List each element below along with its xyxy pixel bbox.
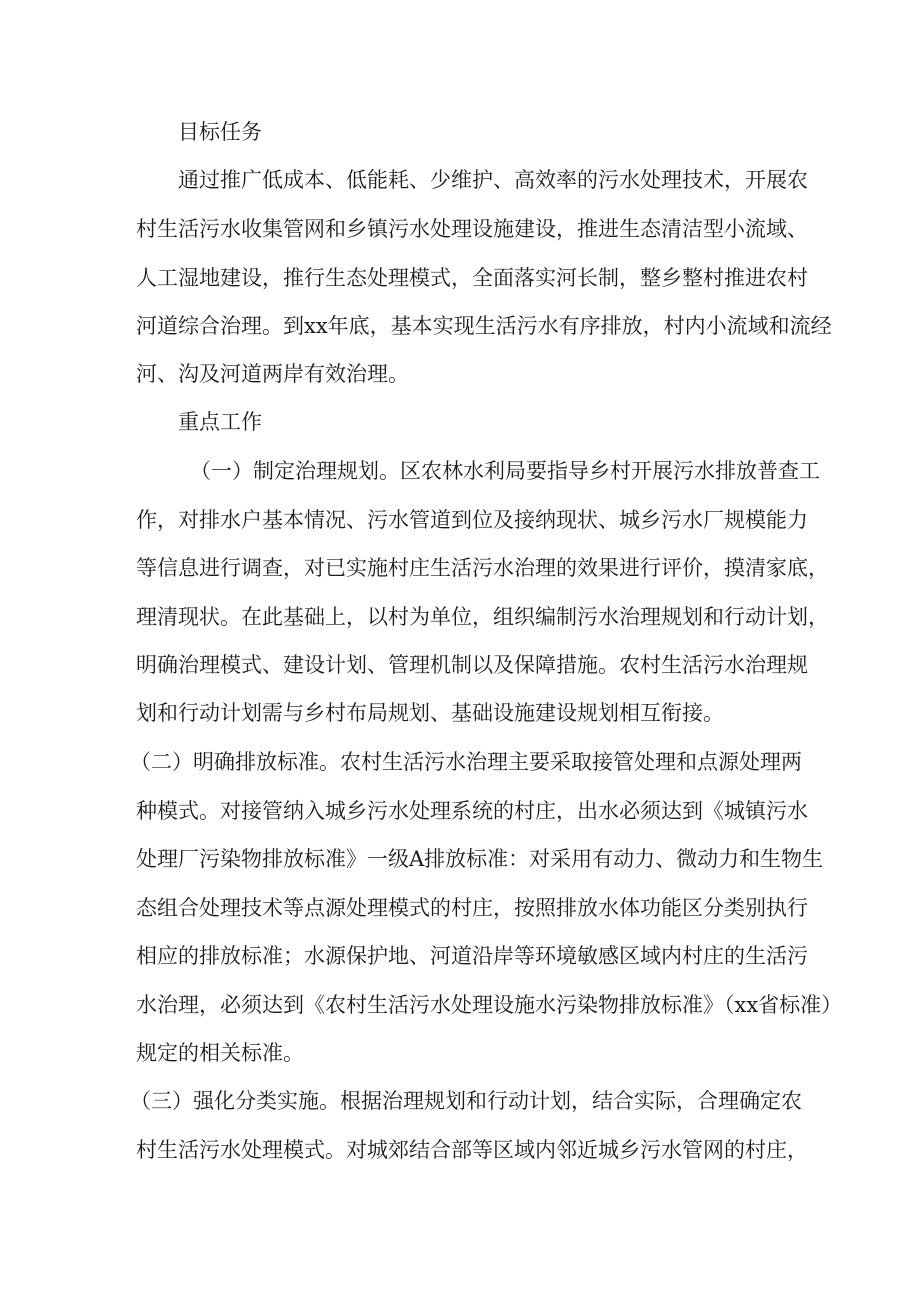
item-line: 划和行动计划需与乡村布局规划、基础设施建设规划相互衔接。 (136, 701, 724, 725)
item-line: 态组合处理技术等点源处理模式的村庄，按照排放水体功能区分类别执行 (136, 896, 808, 920)
item-line: 水治理，必须达到《农村生活污水处理设施水污染物排放标准》（xx省标准） (136, 993, 843, 1017)
item-line: 理清现状。在此基础上，以村为单位，组织编制污水治理规划和行动计划， (136, 605, 829, 629)
item-line: 明确治理模式、建设计划、管理机制以及保障措施。农村生活污水治理规 (136, 653, 808, 677)
section-heading-key-work: 重点工作 (178, 410, 262, 434)
paragraph-line: 村生活污水收集管网和乡镇污水处理设施建设，推进生态清洁型小流域、 (136, 217, 808, 241)
paragraph-line: 人工湿地建设，推行生态处理模式，全面落实河长制，整乡整村推进农村 (136, 266, 808, 290)
item-line: 相应的排放标准；水源保护地、河道沿岸等环境敏感区域内村庄的生活污 (136, 944, 808, 968)
section-heading-goals: 目标任务 (178, 120, 262, 144)
item-line: 作，对排水户基本情况、污水管道到位及接纳现状、城乡污水厂规模能力 (136, 508, 808, 532)
item-line: 规定的相关标准。 (136, 1041, 304, 1065)
paragraph-line: 通过推广低成本、低能耗、少维护、高效率的污水处理技术，开展农 (178, 168, 808, 192)
paragraph-line: 河、沟及河道两岸有效治理。 (136, 362, 409, 386)
item-line: 处理厂污染物排放标准》一级A排放标准：对采用有动力、微动力和生物生 (136, 847, 824, 871)
item-line: （二）明确排放标准。农村生活污水治理主要采取接管处理和点源处理两 (130, 750, 802, 774)
item-line: 种模式。对接管纳入城乡污水处理系统的村庄，出水必须达到《城镇污水 (136, 799, 808, 823)
item-line: 等信息进行调查，对已实施村庄生活污水治理的效果进行评价，摸清家底， (136, 556, 829, 580)
item-line: 村生活污水处理模式。对城郊结合部等区域内邻近城乡污水管网的村庄， (136, 1138, 808, 1162)
item-line: （一）制定治理规划。区农林水利局要指导乡村开展污水排放普查工 (190, 459, 820, 483)
item-line: （三）强化分类实施。根据治理规划和行动计划，结合实际，合理确定农 (130, 1089, 802, 1113)
paragraph-line: 河道综合治理。到xx年底，基本实现生活污水有序排放，村内小流域和流经 (136, 314, 832, 338)
